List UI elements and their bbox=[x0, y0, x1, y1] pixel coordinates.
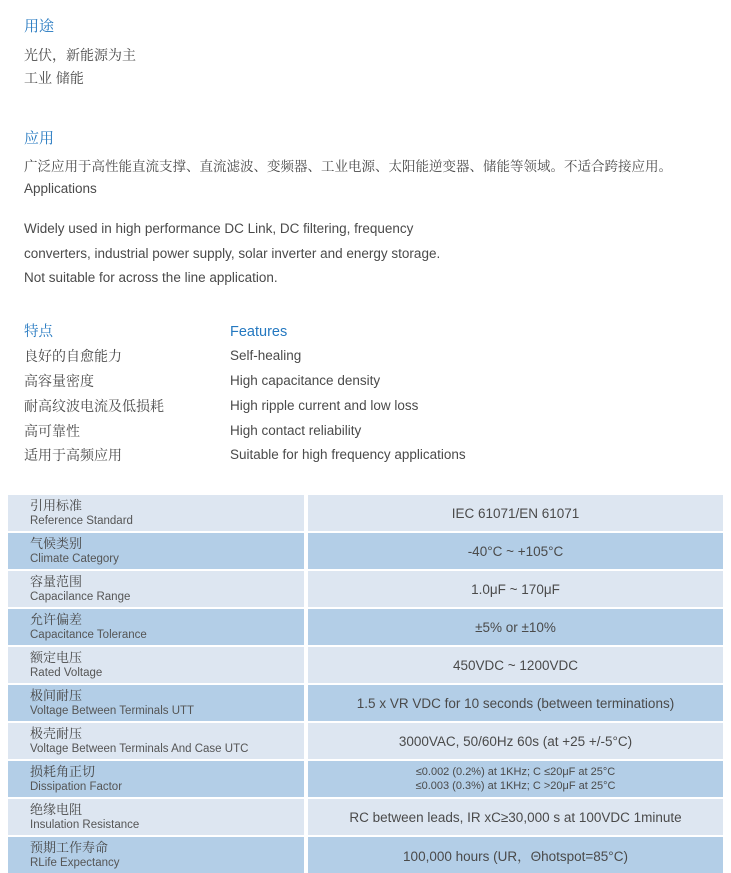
spec-label-zh: 绝缘电阻 bbox=[30, 802, 83, 818]
table-row bbox=[8, 571, 723, 607]
usage-title: 用途 bbox=[24, 18, 55, 35]
spec-label-zh: 允许偏差 bbox=[30, 612, 83, 628]
spec-label-cell bbox=[8, 799, 304, 835]
application-text-en bbox=[24, 217, 707, 291]
feature-item-zh: 良好的自愈能力 bbox=[24, 348, 122, 365]
feature-item-zh: 耐高纹波电流及低损耗 bbox=[24, 397, 164, 414]
table-row bbox=[8, 761, 723, 797]
spec-label-cell bbox=[8, 761, 304, 797]
spec-value-cell bbox=[308, 647, 723, 683]
application-text-zh: 广泛应用于高性能直流支撑、直流滤波、变频器、工业电源、太阳能逆变器、储能等领域。不适合跨接应用。 bbox=[24, 159, 672, 174]
table-row bbox=[8, 609, 723, 645]
spec-label-en: RLife Expectancy bbox=[30, 857, 120, 870]
spec-value: -40°C ~ +105°C bbox=[467, 543, 564, 559]
application-title: 应用 bbox=[24, 130, 55, 147]
usage-line-1: 光伏，新能源为主 bbox=[24, 47, 136, 63]
usage-line-2: 工业 储能 bbox=[24, 70, 84, 86]
feature-item-en: High ripple current and low loss bbox=[230, 397, 419, 413]
table-row bbox=[8, 647, 723, 683]
spec-value-line2: ≤0.003 (0.3%) at 1KHz; C >20μF at 25°C bbox=[415, 780, 616, 793]
usage-section bbox=[0, 0, 731, 90]
feature-item-zh: 适用于高频应用 bbox=[24, 447, 122, 464]
spec-value-cell bbox=[308, 685, 723, 721]
spec-label-zh: 容量范围 bbox=[30, 574, 83, 590]
application-en-line-1: Widely used in high performance DC Link, DC filtering, frequency bbox=[24, 221, 414, 236]
features-section bbox=[0, 320, 731, 469]
spec-label-en: Capacitance Tolerance bbox=[30, 629, 147, 642]
spec-label-cell bbox=[8, 533, 304, 569]
spec-label-zh: 损耗角正切 bbox=[30, 764, 96, 780]
spec-value: ≤0.002 (0.2%) at 1KHz; C ≤20μF at 25°C bbox=[415, 765, 616, 778]
spec-label-en: Rated Voltage bbox=[30, 667, 103, 680]
spec-value-cell bbox=[308, 761, 723, 797]
spec-value-cell bbox=[308, 495, 723, 531]
feature-item-en: Suitable for high frequency applications bbox=[230, 447, 466, 463]
spec-table bbox=[8, 495, 723, 873]
spec-value-cell bbox=[308, 609, 723, 645]
features-title-zh: 特点 bbox=[24, 323, 53, 340]
spec-value-cell bbox=[308, 571, 723, 607]
spec-value: 450VDC ~ 1200VDC bbox=[453, 657, 578, 673]
application-en-line-2: converters, industrial power supply, solar inverter and energy storage. bbox=[24, 245, 441, 261]
spec-value-cell bbox=[308, 799, 723, 835]
feature-item-en: High contact reliability bbox=[230, 422, 362, 438]
spec-label-en: Dissipation Factor bbox=[30, 781, 123, 794]
spec-value: 1.0μF ~ 170μF bbox=[471, 581, 560, 597]
spec-label-zh: 极间耐压 bbox=[30, 688, 83, 704]
spec-value: ±5% or ±10% bbox=[475, 619, 556, 635]
application-section bbox=[0, 130, 731, 291]
spec-value: RC between leads, IR xC≥30,000 s at 100VDC 1minute bbox=[349, 809, 682, 825]
feature-item-zh: 高可靠性 bbox=[24, 422, 80, 439]
spec-label-zh: 预期工作寿命 bbox=[30, 840, 109, 856]
spec-value: 100,000 hours (UR，Θhotspot=85°C) bbox=[403, 849, 628, 865]
spec-label-en: Voltage Between Terminals And Case UTC bbox=[30, 743, 249, 756]
feature-item-en: Self-healing bbox=[230, 348, 302, 364]
spec-value-cell bbox=[308, 533, 723, 569]
spec-label-cell bbox=[8, 495, 304, 531]
spec-label-cell bbox=[8, 723, 304, 759]
table-row bbox=[8, 685, 723, 721]
spec-label-cell bbox=[8, 647, 304, 683]
spec-label-cell bbox=[8, 685, 304, 721]
spec-label-zh: 极壳耐压 bbox=[30, 726, 83, 742]
table-row bbox=[8, 799, 723, 835]
spec-value: 3000VAC, 50/60Hz 60s (at +25 +/-5°C) bbox=[398, 733, 633, 749]
spec-label-en: Reference Standard bbox=[30, 515, 133, 528]
features-grid bbox=[24, 320, 707, 469]
features-title-en: Features bbox=[230, 323, 288, 340]
spec-label-cell bbox=[8, 837, 304, 873]
table-row bbox=[8, 533, 723, 569]
spec-label-en: Climate Category bbox=[30, 553, 119, 566]
application-en-line-3: Not suitable for across the line application. bbox=[24, 270, 278, 285]
feature-item-en: High capacitance density bbox=[230, 373, 381, 389]
spec-value-cell bbox=[308, 723, 723, 759]
spec-label-zh: 引用标准 bbox=[30, 498, 83, 514]
spec-label-en: Capacilance Range bbox=[30, 591, 131, 604]
spec-label-cell bbox=[8, 571, 304, 607]
spec-label-en: Insulation Resistance bbox=[30, 819, 140, 832]
table-row bbox=[8, 837, 723, 873]
spec-label-cell bbox=[8, 609, 304, 645]
application-label-en: Applications bbox=[24, 181, 97, 196]
spec-label-zh: 额定电压 bbox=[30, 650, 83, 666]
table-row bbox=[8, 723, 723, 759]
table-row bbox=[8, 495, 723, 531]
feature-item-zh: 高容量密度 bbox=[24, 373, 94, 390]
spec-value: 1.5 x VR VDC for 10 seconds (between terminations) bbox=[356, 695, 675, 711]
spec-label-zh: 气候类别 bbox=[30, 536, 83, 552]
spec-value: IEC 61071/EN 61071 bbox=[451, 505, 580, 521]
spec-value-cell bbox=[308, 837, 723, 873]
spec-label-en: Voltage Between Terminals UTT bbox=[30, 705, 195, 718]
